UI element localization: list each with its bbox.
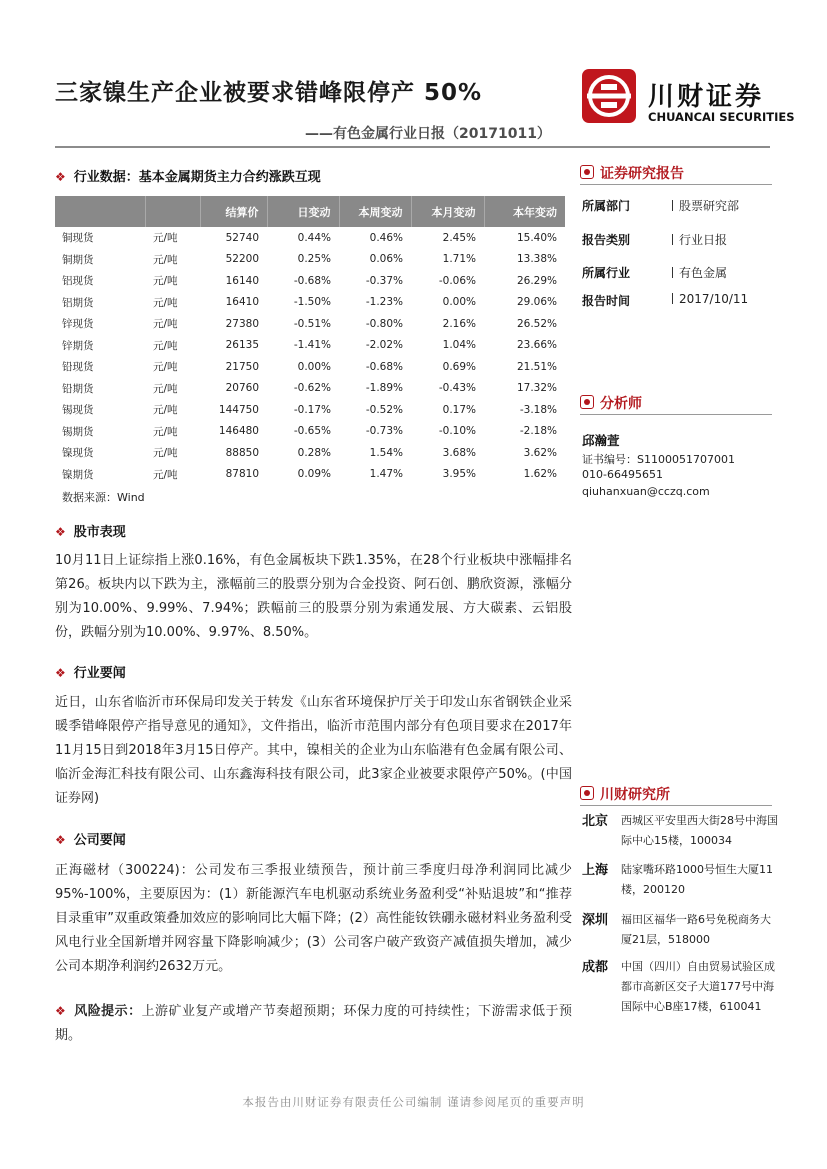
table-row [55, 442, 565, 464]
table-cell: -0.37% [365, 274, 403, 287]
table-cell: -0.68% [365, 360, 403, 373]
table-cell: -1.41% [293, 339, 331, 352]
stock-heading-text: 股市表现 [73, 525, 126, 540]
office-city: 北京 [582, 814, 609, 829]
table-cell: 17.32% [516, 382, 557, 395]
table-cell: -1.89% [365, 382, 403, 395]
table-source-note: 数据来源：Wind [62, 491, 145, 504]
table-cell: -0.52% [365, 403, 403, 416]
table-row [55, 464, 565, 486]
table-row [55, 399, 565, 421]
table-cell: 铝期货 [62, 296, 94, 309]
table-cell: 锌期货 [62, 339, 94, 352]
info-value-text: 2017/10/11 [679, 292, 749, 306]
table-cell: 1.04% [442, 339, 476, 352]
table-cell: 88850 [225, 446, 259, 459]
table-cell: 0.44% [297, 231, 331, 244]
stock-heading [55, 521, 126, 540]
risk-label: 风险提示： [74, 1004, 142, 1019]
table-cell: -0.80% [365, 317, 403, 330]
table-row [55, 378, 565, 400]
table-cell: -0.10% [438, 425, 476, 438]
table-cell: -3.18% [519, 403, 557, 416]
section-marker-icon [580, 395, 594, 409]
industry-data-title: 基本金属期货主力合约涨跌互现 [138, 170, 321, 185]
table-cell: 元/吨 [153, 404, 178, 417]
report-title: 三家镍生产企业被要求错峰限停产 50% [55, 80, 483, 106]
table-cell: 26.29% [516, 274, 557, 287]
info-value-text: 有色金属 [679, 266, 728, 280]
analyst-heading-text: 分析师 [600, 396, 642, 412]
table-cell: -0.51% [293, 317, 331, 330]
institute-heading [580, 784, 670, 804]
table-cell: 元/吨 [153, 468, 178, 481]
table-cell: -0.62% [293, 382, 331, 395]
page-footer: 本报告由川财证券有限责任公司编制 谨请参阅尾页的重要声明 [242, 1095, 585, 1109]
table-cell: 元/吨 [153, 425, 178, 438]
table-cell: 13.38% [516, 253, 557, 266]
table-cell: -1.23% [365, 296, 403, 309]
info-value [672, 292, 748, 306]
company-heading-text: 公司要闻 [73, 833, 126, 848]
table-cell: 0.69% [442, 360, 476, 373]
office-address: 福田区福华一路6号免税商务大厦21层，518000 [621, 913, 771, 946]
office-address: 西城区平安里西大街28号中海国际中心15楼，100034 [621, 814, 778, 847]
table-cell: -2.18% [519, 425, 557, 438]
separator-bar [672, 234, 673, 245]
table-cell: 52200 [225, 253, 259, 266]
table-cell: 铅现货 [62, 361, 94, 374]
industry-data-heading [55, 166, 321, 185]
diamond-bullet-icon: ❖ [55, 833, 66, 847]
office-address: 中国（四川）自由贸易试验区成都市高新区交子大道177号中海国际中心B座17楼，610041 [621, 960, 775, 1013]
table-cell: 元/吨 [153, 275, 178, 288]
table-row [55, 421, 565, 443]
table-cell: 26.52% [516, 317, 557, 330]
table-cell: 1.71% [442, 253, 476, 266]
report-type-text: 证券研究报告 [600, 166, 684, 182]
table-cell: 26135 [225, 339, 259, 352]
table-cell: 铝现货 [62, 275, 94, 288]
info-value [672, 197, 739, 214]
table-cell: 3.62% [523, 446, 557, 459]
analyst-cert: 证书编号：S1100051707001 [582, 453, 735, 466]
table-header-cell: 本周变动 [339, 196, 411, 227]
table-cell: 0.09% [297, 468, 331, 481]
table-cell: 0.17% [442, 403, 476, 416]
table-cell: 144750 [218, 403, 259, 416]
brand-name-en: CHUANCAI SECURITIES [648, 110, 795, 124]
table-header-cell [55, 196, 145, 227]
company-paragraph: 正海磁材（300224)：公司发布三季报业绩预告，预计前三季度归母净利润同比减少95%-100%，主要原因为：(1）新能源汽车电机驱动系统业务盈利受“补贴退坡”和“推荐目录重审”双重政策叠加效应的影响同比大幅下降；(2）高性能钕铁硼永磁材料业务盈利受风电行业全国新增并网容量下降影响减少；(3）公司客户破产致资产减值损失增加，减少公司本期净利润约2632万元。 [55, 863, 572, 974]
table-cell: 元/吨 [153, 232, 178, 245]
table-cell: -0.43% [438, 382, 476, 395]
table-cell: 镍现货 [62, 447, 94, 460]
info-value-text: 行业日报 [679, 233, 728, 247]
table-header-cell: 本月变动 [411, 196, 484, 227]
table-cell: 3.95% [442, 468, 476, 481]
table-cell: 16410 [225, 296, 259, 309]
table-cell: -0.68% [293, 274, 331, 287]
table-cell: 2.16% [442, 317, 476, 330]
table-row [55, 249, 565, 271]
table-cell: 2.45% [442, 231, 476, 244]
table-cell: 1.62% [523, 468, 557, 481]
sidebar-divider [580, 805, 772, 806]
diamond-bullet-icon: ❖ [55, 1004, 67, 1018]
table-cell: 元/吨 [153, 318, 178, 331]
info-value-text: 股票研究部 [679, 199, 740, 213]
separator-bar [672, 200, 673, 211]
office-city: 上海 [582, 863, 609, 878]
table-cell: 1.54% [369, 446, 403, 459]
table-cell: 铜期货 [62, 253, 94, 266]
table-cell: 27380 [225, 317, 259, 330]
separator-bar [672, 293, 673, 304]
table-cell: -0.06% [438, 274, 476, 287]
table-header-row [55, 196, 565, 227]
company-heading [55, 829, 126, 848]
sidebar-divider [580, 414, 772, 415]
table-cell: 元/吨 [153, 447, 178, 460]
info-label: 所属行业 [582, 266, 631, 280]
table-cell: 元/吨 [153, 361, 178, 374]
info-label: 报告类别 [582, 233, 631, 247]
table-cell: 锡期货 [62, 425, 94, 438]
table-cell: 元/吨 [153, 339, 178, 352]
table-cell: 16140 [225, 274, 259, 287]
analyst-heading [580, 393, 642, 413]
table-header-cell: 结算价 [200, 196, 267, 227]
table-cell: 铜现货 [62, 232, 94, 245]
header-divider [55, 146, 770, 148]
table-cell: 0.46% [369, 231, 403, 244]
table-row [55, 292, 565, 314]
table-header-cell: 日变动 [267, 196, 339, 227]
table-cell: -0.65% [293, 425, 331, 438]
news-heading-text: 行业要闻 [73, 666, 126, 681]
table-cell: 21750 [225, 360, 259, 373]
table-cell: 23.66% [516, 339, 557, 352]
section-marker-icon [580, 786, 594, 800]
table-cell: 29.06% [516, 296, 557, 309]
table-cell: 元/吨 [153, 296, 178, 309]
chuancai-logo-icon [581, 68, 637, 124]
analyst-email[interactable]: qiuhanxuan@cczq.com [582, 485, 710, 498]
table-cell: -0.17% [293, 403, 331, 416]
office-address: 陆家嘴环路1000号恒生大厦11楼，200120 [621, 863, 773, 896]
table-row [55, 270, 565, 292]
table-row [55, 227, 565, 249]
news-paragraph: 近日，山东省临沂市环保局印发关于转发《山东省环境保护厅关于印发山东省钢铁企业采暖季错峰限停产指导意见的通知》，文件指出，临沂市范围内部分有色项目要求在2017年11月15日到2018年3月15日停产。其中，镍相关的企业为山东临港有色金属有限公司、临沂金海汇科技有限公司、山东鑫海科技有限公司，此3家企业被要求限停产50%。(中国证券网) [55, 695, 572, 806]
table-cell: 元/吨 [153, 253, 178, 266]
diamond-bullet-icon: ❖ [55, 666, 66, 680]
table-cell: 0.00% [297, 360, 331, 373]
table-cell: 20760 [225, 382, 259, 395]
news-heading [55, 662, 126, 681]
info-value [672, 231, 727, 248]
table-cell: 锌现货 [62, 318, 94, 331]
table-header-cell [145, 196, 200, 227]
office-city: 深圳 [582, 913, 609, 928]
table-cell: 锡现货 [62, 404, 94, 417]
table-row [55, 335, 565, 357]
table-cell: 镍期货 [62, 468, 94, 481]
info-label: 报告时间 [582, 294, 631, 308]
separator-bar [672, 267, 673, 278]
table-cell: 元/吨 [153, 382, 178, 395]
info-label: 所属部门 [582, 199, 631, 213]
analyst-name: 邱瀚萱 [582, 433, 620, 448]
info-value [672, 264, 727, 281]
table-cell: 1.47% [369, 468, 403, 481]
table-cell: 0.06% [369, 253, 403, 266]
report-type-heading [580, 163, 684, 183]
analyst-phone: 010-66495651 [582, 468, 663, 481]
table-cell: 0.28% [297, 446, 331, 459]
table-cell: 146480 [218, 425, 259, 438]
diamond-bullet-icon: ❖ [55, 170, 66, 184]
report-subtitle: ——有色金属行业日报（20171011） [305, 126, 551, 142]
risk-text: 上游矿业复产或增产节奏超预期；环保力度的可持续性；下游需求低于预期。 [55, 1004, 572, 1043]
table-cell: 21.51% [516, 360, 557, 373]
table-cell: 0.00% [442, 296, 476, 309]
risk-paragraph [55, 999, 572, 1048]
table-cell: 87810 [225, 468, 259, 481]
brand-name-cn: 川财证券 [648, 82, 765, 112]
table-cell: 52740 [225, 231, 259, 244]
stock-paragraph: 10月11日上证综指上涨0.16%，有色金属板块下跌1.35%，在28个行业板块中涨幅排名第26。板块内以下跌为主，涨幅前三的股票分别为合金投资、阿石创、鹏欣资源，涨幅分别为10.00%、9.99%、7.94%；跌幅前三的股票分别为索通发展、方大碳素、云铝股份，跌幅分别为10.00%、9.97%、8.50%。 [55, 553, 572, 640]
sidebar-divider [580, 184, 772, 185]
metal-price-table [55, 196, 565, 485]
office-city: 成都 [582, 960, 609, 975]
table-cell: 0.25% [297, 253, 331, 266]
table-cell: -2.02% [365, 339, 403, 352]
table-cell: -0.73% [365, 425, 403, 438]
industry-data-label: 行业数据： [73, 170, 139, 185]
table-row [55, 356, 565, 378]
section-marker-icon [580, 165, 594, 179]
table-header-cell: 本年变动 [484, 196, 565, 227]
table-cell: 15.40% [516, 231, 557, 244]
table-cell: 铅期货 [62, 382, 94, 395]
institute-heading-text: 川财研究所 [600, 787, 670, 803]
table-cell: -1.50% [293, 296, 331, 309]
diamond-bullet-icon: ❖ [55, 525, 66, 539]
table-cell: 3.68% [442, 446, 476, 459]
table-row [55, 313, 565, 335]
